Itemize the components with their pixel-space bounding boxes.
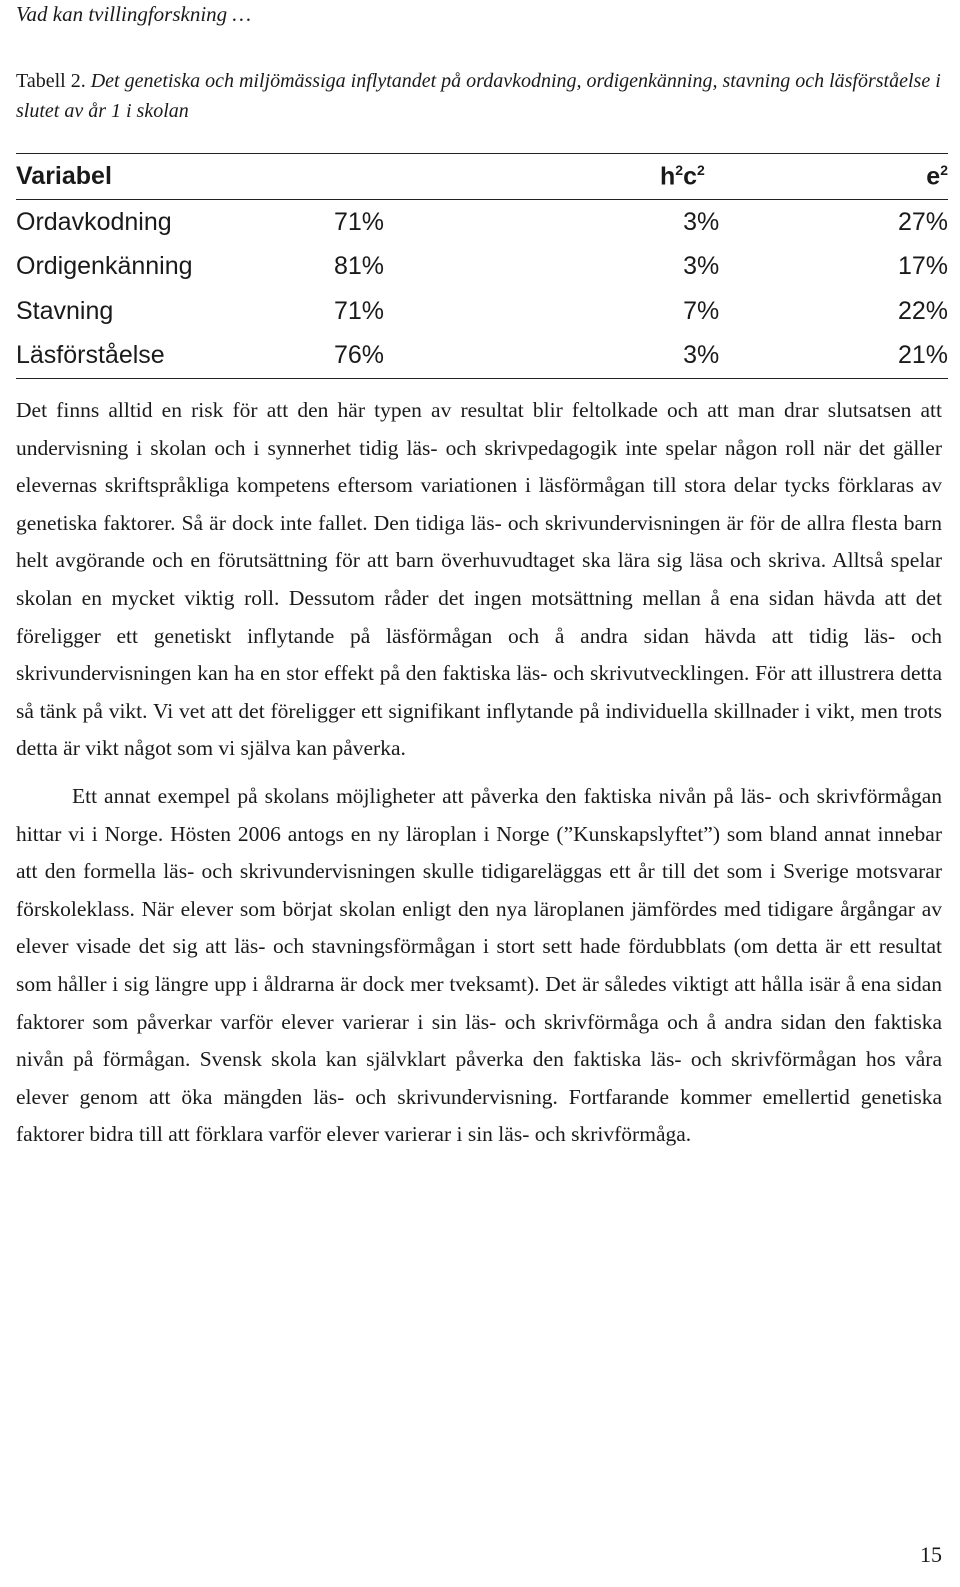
- table-caption: [16, 66, 948, 126]
- cell-h2: 76%: [334, 341, 385, 370]
- cell-c2: 3%: [683, 252, 720, 281]
- cell-e2: 17%: [897, 252, 948, 281]
- table-row: [16, 289, 948, 334]
- header-h-sup: 2: [675, 161, 684, 178]
- cell-variable: Ordigenkänning: [16, 252, 193, 281]
- header-e2: [898, 154, 948, 200]
- cell-h2: 81%: [334, 252, 385, 281]
- paragraph-1: Det finns alltid en risk för att den här typen av resultat blir feltolkade och att man drar slutsatsen att undervisning i skolan och i synnerhet tidig läs- och skrivpedagogik inte spelar någon roll när det gäller elevernas skriftspråkliga kompetens eftersom variationen i läsförmågan till stora delar tycks förklaras av genetiska faktorer. Så är dock inte fallet. Den tidiga läs- och skrivundervisningen är för de allra flesta barn helt avgörande och en förutsättning för att barn överhuvudtaget ska lära sig läsa och skriva. Alltså spelar skolan en mycket viktig roll. Dessutom råder det ingen motsättning mellan å ena sidan hävda att det föreligger ett genetiskt inflytande på läsförmågan och å andra sidan hävda att tidig läs- och skrivundervisningen kan ha en stor effekt på den faktiska läs- och skrivutvecklingen. För att illustrera detta så tänk på vikt. Vi vet att det föreligger ett signifikant inflytande på individuella skillnader i vikt, men trots detta är vikt något som vi själva kan påverka.: [16, 398, 942, 761]
- page-number: 15: [920, 1542, 942, 1567]
- table-caption-text: Det genetiska och miljömässiga inflytandet på ordavkodning, ordigenkänning, stavning och läsförståelse i slutet av år 1 i skolan: [16, 70, 941, 122]
- table-row: [16, 200, 948, 245]
- cell-c2: 3%: [683, 207, 720, 236]
- cell-e2: 22%: [897, 296, 948, 325]
- cell-h2: 71%: [334, 296, 385, 325]
- header-c-letter: c: [683, 162, 697, 191]
- cell-e2: 27%: [897, 207, 948, 236]
- cell-variable: Läsförståelse: [16, 341, 165, 370]
- cell-c2: 7%: [683, 296, 720, 325]
- table-caption-label: Tabell 2.: [16, 70, 86, 92]
- table-row: [16, 334, 948, 379]
- cell-e2: 21%: [897, 341, 948, 370]
- body-text: [16, 392, 942, 1154]
- header-e-sup: 2: [940, 161, 948, 178]
- header-h2: [334, 154, 683, 200]
- header-e-letter: e: [926, 162, 941, 191]
- header-variable: Variabel: [16, 162, 112, 190]
- header-c2: [683, 154, 898, 200]
- table-row: [16, 245, 948, 290]
- cell-h2: 71%: [334, 207, 385, 236]
- header-c-sup: 2: [696, 161, 705, 178]
- paragraph-2: Ett annat exempel på skolans möjligheter att påverka den faktiska nivån på läs- och skrivförmågan hittar vi i Norge. Hösten 2006 antogs en ny läroplan i Norge (”Kunskapslyftet”) som bland annat innebar att den formella läs- och skrivundervisningen skulle tidigareläggas ett år till det som i Sverige motsvarar förskoleklass. När elever som börjat skolan enligt den nya läroplanen jämfördes med tidigare årgångar av elever visade det sig att läs- och stavningsförmågan i stort sett hade fördubblats (om detta är ett resultat som håller i sig längre upp i åldrarna är dock mer tveksamt). Det är således viktigt att hålla isär å ena sidan faktorer som påverkar varför elever varierar i sin läs- och skrivförmåga och å andra sidan den faktiska nivån på förmågan. Svensk skola kan självklart påverka den faktiska läs- och skrivförmågan hos våra elever genom att öka mängden läs- och skrivundervisning. Fortfarande kommer emellertid genetiska faktorer bidra till att förklara varför elever varierar i sin läs- och skrivförmåga.: [16, 783, 942, 1147]
- cell-c2: 3%: [683, 341, 720, 370]
- heritability-table: [16, 153, 948, 379]
- cell-variable: Ordavkodning: [16, 207, 172, 236]
- running-header: Vad kan tvillingforskning …: [16, 2, 252, 26]
- cell-variable: Stavning: [16, 296, 114, 325]
- table-header-row: [16, 154, 948, 200]
- header-h-letter: h: [660, 162, 676, 191]
